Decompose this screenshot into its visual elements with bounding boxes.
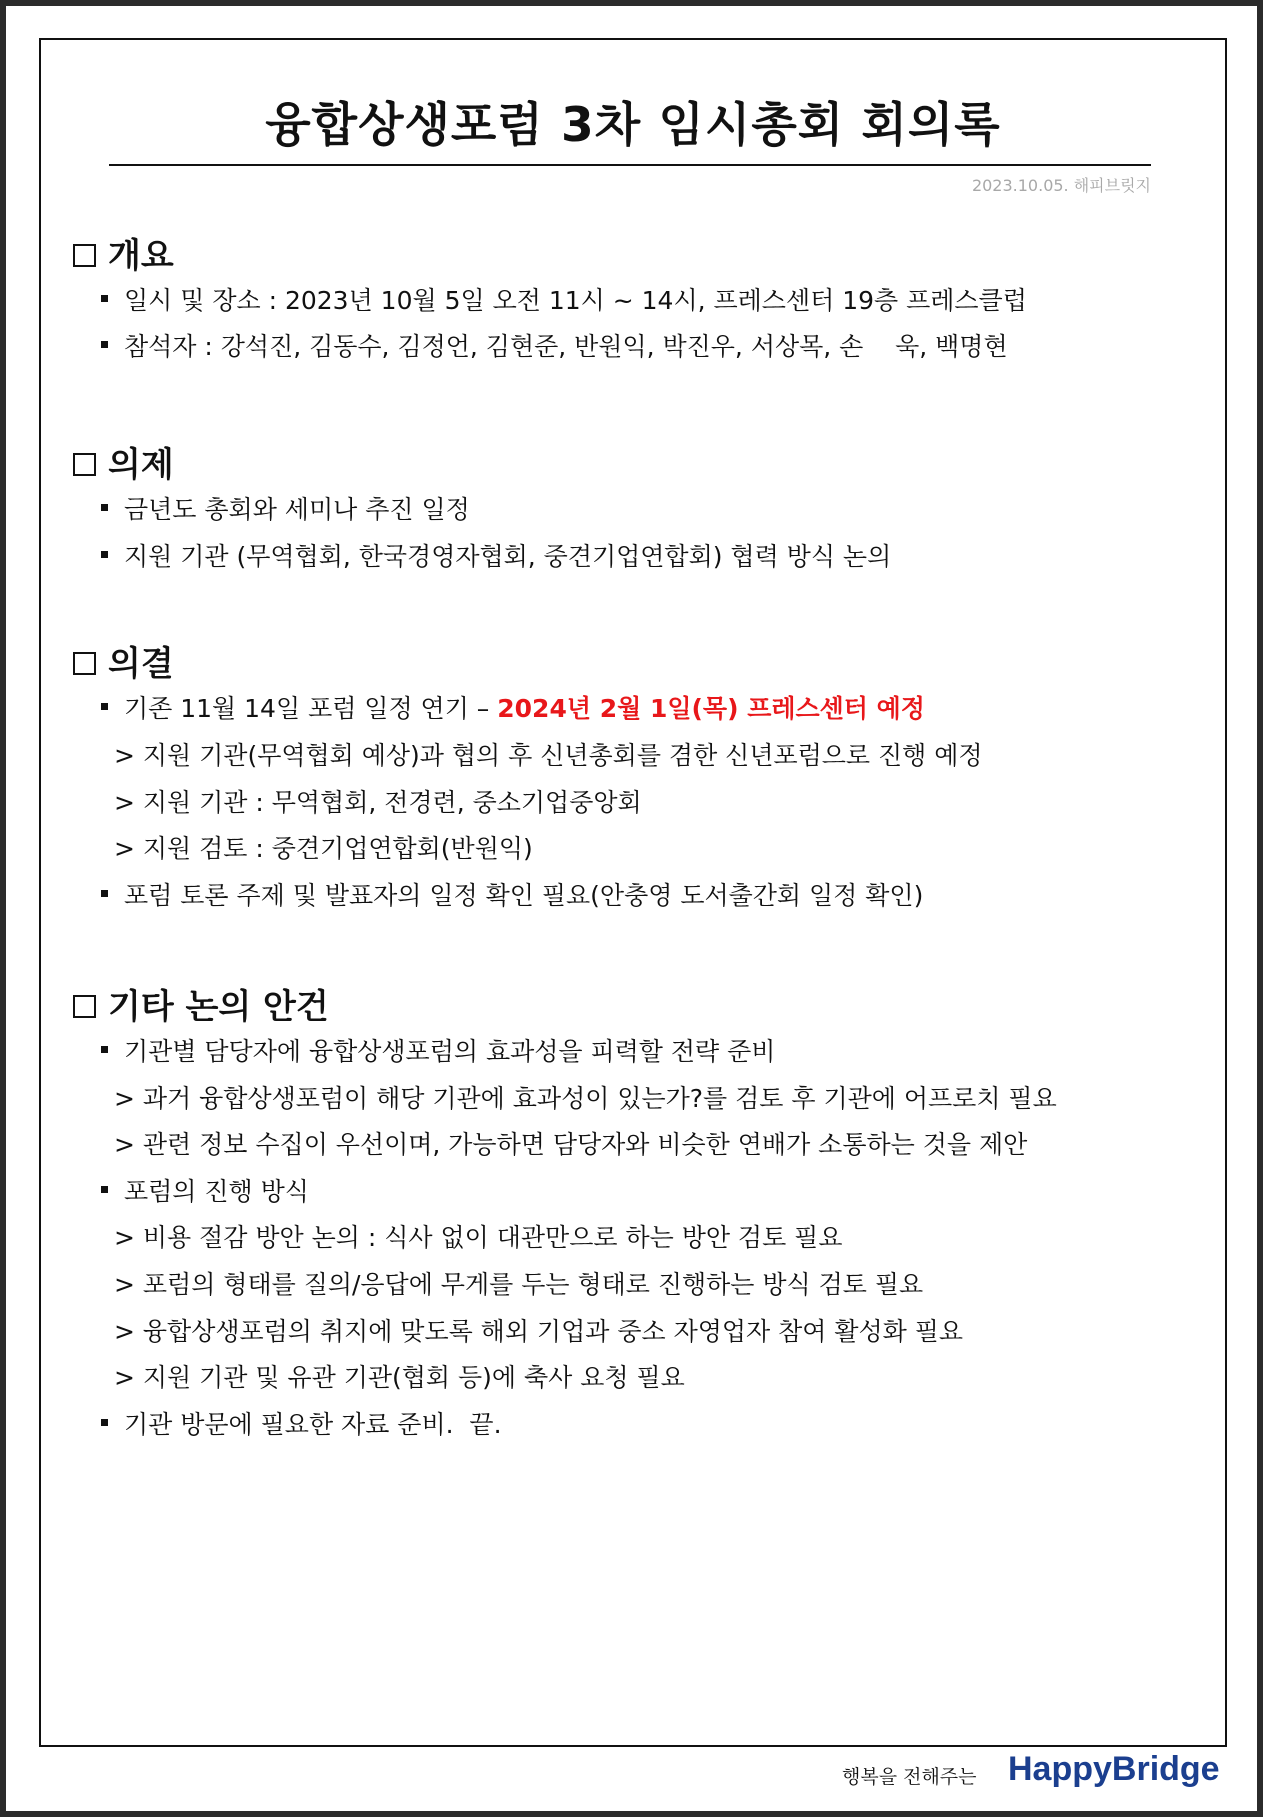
checkbox-square-icon (73, 244, 96, 267)
logo-text: HappyBridge (1008, 1750, 1220, 1788)
section-heading-text: 의결 (108, 644, 174, 684)
section-heading-other (73, 979, 329, 1028)
sub-item: > 과거 융합상생포럼이 해당 기관에 효과성이 있는가?를 검토 후 기관에 어프로치 필요 (114, 1084, 1057, 1113)
list-item (101, 537, 891, 573)
list-item (101, 1405, 502, 1441)
list-item (101, 490, 470, 526)
section-heading-text: 의제 (108, 445, 174, 485)
page-title: 융합상생포럼 3차 임시총회 회의록 (265, 98, 1001, 153)
list-item-text: 기존 11월 14일 포럼 일정 연기 – (124, 694, 498, 723)
list-item-text: 기관 방문에 필요한 자료 준비. 끝. (124, 1410, 502, 1439)
document-frame (39, 38, 1227, 1747)
date-author-line: 2023.10.05. 해피브릿지 (971, 176, 1151, 195)
sub-item: > 포럼의 형태를 질의/응답에 무게를 두는 형태로 진행하는 방식 검토 필요 (114, 1270, 924, 1299)
list-item-text: 지원 기관 (무역협회, 한국경영자협회, 중견기업연합회) 협력 방식 논의 (124, 542, 892, 571)
highlighted-date-text: 2024년 2월 1일(목) 프레스센터 예정 (497, 694, 925, 723)
section-heading-agenda (73, 437, 174, 486)
title-divider (109, 164, 1151, 166)
checkbox-square-icon (73, 995, 96, 1018)
list-item-text: 일시 및 장소 : 2023년 10월 5일 오전 11시 ~ 14시, 프레스센터 19층 프레스클럽 (124, 286, 1027, 315)
list-item-text: 포럼의 진행 방식 (124, 1177, 309, 1206)
document-page (6, 6, 1257, 1811)
section-heading-overview (73, 228, 174, 277)
list-item (101, 689, 925, 725)
sub-item: > 관련 정보 수집이 우선이며, 가능하면 담당자와 비슷한 연배가 소통하는 것을 제안 (114, 1130, 1028, 1159)
list-item-text: 금년도 총회와 세미나 추진 일정 (124, 495, 470, 524)
checkbox-square-icon (73, 652, 96, 675)
list-item-text: 참석자 : 강석진, 김동수, 김정언, 김현준, 반원익, 박진우, 서상목, 손 욱, 백명현 (124, 332, 1008, 361)
happybridge-logo (1008, 1749, 1233, 1791)
section-heading-resolution (73, 636, 174, 685)
checkbox-square-icon (73, 453, 96, 476)
section-heading-text: 기타 논의 안건 (108, 987, 329, 1027)
list-item (101, 281, 1027, 317)
sub-item: > 지원 기관 및 유관 기관(협회 등)에 축사 요청 필요 (114, 1363, 685, 1392)
list-item-text: 기관별 담당자에 융합상생포럼의 효과성을 피력할 전략 준비 (124, 1037, 776, 1066)
list-item-text: 포럼 토론 주제 및 발표자의 일정 확인 필요(안충영 도서출간회 일정 확인) (124, 881, 924, 910)
footer-tagline: 행복을 전해주는 (842, 1766, 977, 1788)
sub-item: > 지원 기관(무역협회 예상)과 협의 후 신년총회를 겸한 신년포럼으로 진행 예정 (114, 741, 983, 770)
sub-item: > 비용 절감 방안 논의 : 식사 없이 대관만으로 하는 방안 검토 필요 (114, 1223, 843, 1252)
sub-item: > 융합상생포럼의 취지에 맞도록 해외 기업과 중소 자영업자 참여 활성화 필요 (114, 1317, 964, 1346)
list-item (101, 1032, 775, 1068)
list-item (101, 1172, 309, 1208)
section-heading-text: 개요 (108, 236, 174, 276)
list-item (101, 876, 923, 912)
sub-item: > 지원 기관 : 무역협회, 전경련, 중소기업중앙회 (114, 788, 642, 817)
sub-item: > 지원 검토 : 중견기업연합회(반원익) (114, 834, 533, 863)
list-item (101, 327, 1008, 363)
